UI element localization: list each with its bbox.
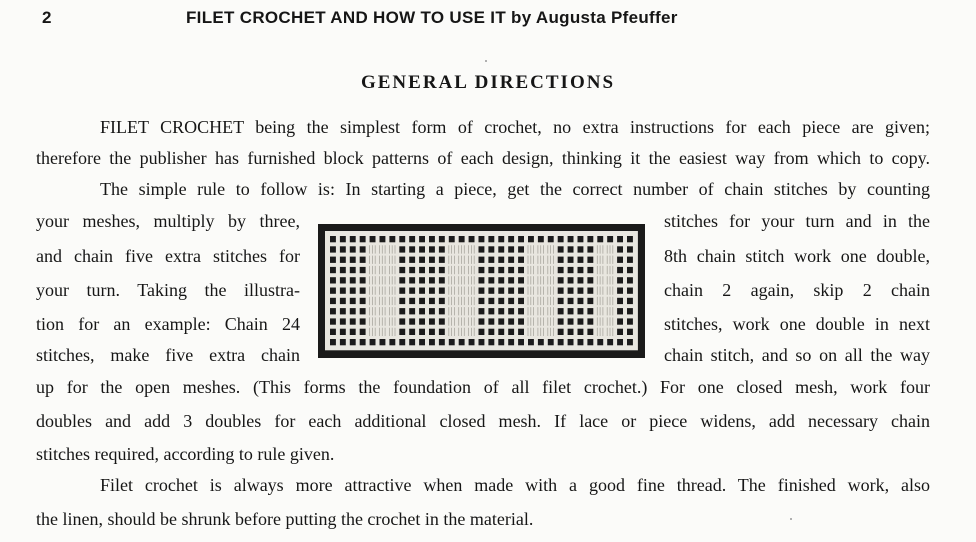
p2-line9: stitches required, according to rule given. [36,444,335,464]
running-title: FILET CROCHET AND HOW TO USE IT by Augusta Pfeuffer [186,8,678,27]
print-speck [485,60,487,62]
p2-line1: The simple rule to follow is: In starting a piece, get the correct number of chain stitches by counting [100,179,930,199]
left-col-line: stitches, make five extra chain [36,345,300,365]
left-col-line: your meshes, multiply by three, [36,211,300,231]
lace-pattern [318,224,645,358]
p3-line1: Filet crochet is always more attractive when made with a good fine thread. The finished work, also [100,475,930,495]
right-col-line: chain stitch, and so on all the way [664,345,930,365]
right-col-line: stitches for your turn and in the [664,211,930,231]
right-col-line: 8th chain stitch work one double, [664,246,930,266]
left-col-line: your turn. Taking the illustra- [36,280,300,300]
right-col-line: stitches, work one double in next [664,314,930,334]
p3-line2: the linen, should be shrunk before putting the crochet in the material. [36,509,534,529]
print-speck [790,518,792,520]
left-col-line: and chain five extra stitches for [36,246,300,266]
right-col-line: chain 2 again, skip 2 chain [664,280,930,300]
p2-line8: doubles and add 3 doubles for each additional closed mesh. If lace or piece widens, add necessary chain [36,411,930,431]
left-col-line: tion for an example: Chain 24 [36,314,300,334]
section-title: GENERAL DIRECTIONS [360,72,616,93]
filet-crochet-lace-photo [318,224,645,358]
page-number: 2 [42,8,52,27]
p1-line1: FILET CROCHET being the simplest form of crochet, no extra instructions for each piece are given; [100,117,930,137]
p1-line2: therefore the publisher has furnished block patterns of each design, thinking it the easiest way from which to copy. [36,148,930,168]
p2-line7: up for the open meshes. (This forms the foundation of all filet crochet.) For one closed mesh, work four [36,377,930,397]
running-header [0,8,976,30]
